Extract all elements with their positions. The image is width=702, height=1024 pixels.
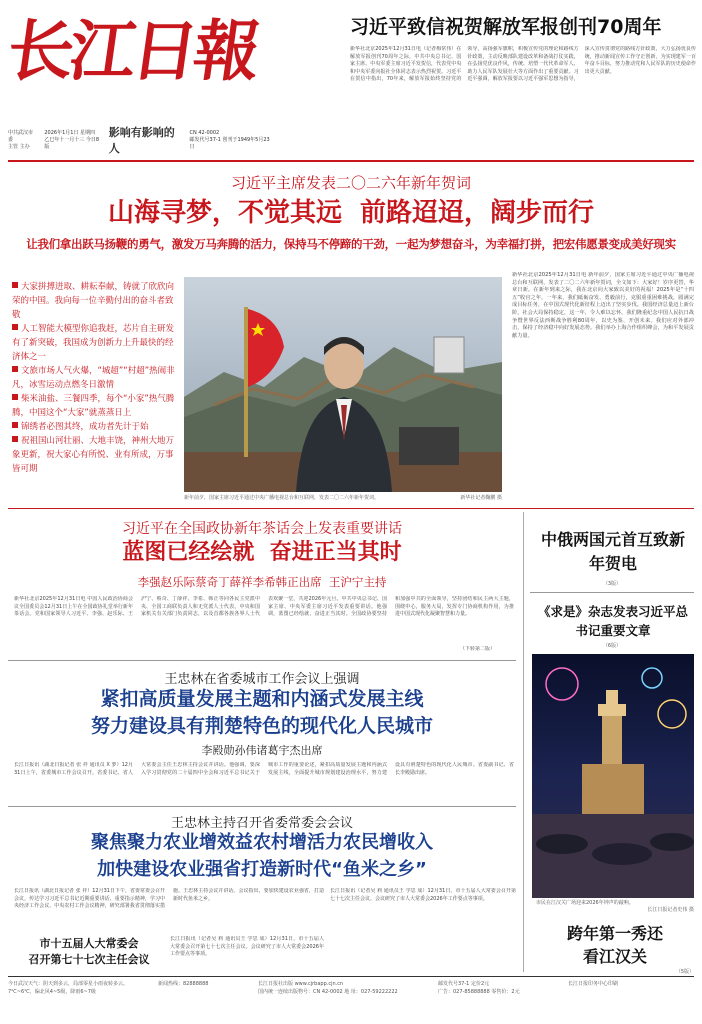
new-year-body: 新华社北京2025年12月31日电 新年前夕，国家主席习近平通过中央广播电视总台和互联网，发表了二〇二六年新年贺词，全文如下：大家好！岁序更替，华章日新。在新年到来之际，我在北京向大家致以美好的祝福！2025年是“十四五”收官之年，一年来，我们砥砺奋发、勇毅前行，克服重重困难挑战，圆满完成目标任务，在中国式现代化新征程上迈出了坚实步伐。我国经济总量迈上新台阶，社会大局保持稳定，这一年，令人难以忘怀。我们隆重纪念中国人民抗日战争暨世界反法西斯战争胜利80周年，以史为鉴、开创未来。我们应对外部冲击，保持了经济稳中向好发展态势。我们举办上海合作组织峰会，为和平发展贡献力量。 bbox=[512, 272, 694, 339]
publisher: 中共武汉市委 bbox=[8, 129, 34, 143]
side-item: 祝祖国山河壮丽、大地丰饶，神州大地万象更新，祝大家心有所悦、业有所成，万事皆可期 bbox=[12, 436, 175, 474]
divider bbox=[530, 592, 694, 593]
masthead-char: 報 bbox=[188, 12, 262, 90]
divider bbox=[8, 508, 694, 509]
china-russia-page: （3版） bbox=[602, 581, 622, 587]
cppcc-headline: 蓝图已经绘就 奋进正当其时 bbox=[122, 540, 402, 565]
jianghan-page: （5版） bbox=[675, 969, 694, 975]
column-divider bbox=[523, 512, 524, 972]
date-line: 2026年1月1日 星期四 bbox=[44, 129, 96, 136]
new-year-kicker: 习近平主席发表二〇二六年新年贺词 bbox=[230, 174, 471, 192]
footer-post: 邮发代号37-1 定价2元 bbox=[438, 981, 490, 987]
cppcc-jump: （下转第二版） bbox=[460, 646, 496, 652]
npc-body: 长江日报讯（记者吴 莉 通讯员王 学思 成）12月31日，市十五届人大常委会召开第七十七次主任会议。会议研究了市人大常委会2026年工作要点等事项。 bbox=[330, 888, 516, 902]
footer-weather: 今日武汉天气：阴天到多云，局部零星小雨夜转多云。7℃~6℃，偏北风4~5级，降雨6~7级 bbox=[8, 981, 129, 995]
masthead bbox=[2, 6, 270, 155]
cppcc-body: 新华社北京2025年12月31日电 中国人民政治协商会议全国委员会12月31日上午在全国政协礼堂举行新年茶话会。党和国家领导人习近平、李强、赵乐际、王沪宁、蔡奇、丁薛祥、李希、韩正等同各民主党派中央、全国工商联负责人和无党派人士代表，中央和国家机关有关部门负责同志，以及首都各族各界人士代表欢聚一堂，共迎2026年元旦。中共中央总书记、国家主席、中央军委主席习近平发表重要讲话。他强调，蓝图已经绘就，奋进正当其时。全国政协要坚持和加强中共的全面领导，坚持团结和民主两大主题，围绕中心，服务大局，发挥专门协商机构作用，为推进中国式现代化凝聚智慧和力量。 bbox=[14, 596, 514, 618]
photo-caption: 新年前夕，国家主席习近平通过中央广播电视总台和互联网，发表二〇二六年新年贺词。 bbox=[184, 495, 380, 501]
urban-headline-2: 努力建设具有荆楚特色的现代化人民城市 bbox=[90, 715, 433, 737]
jianghan-credit: 长江日报记者史伟 摄 bbox=[647, 907, 694, 913]
footer-print: 长江日报印务中心印刷 bbox=[568, 981, 619, 987]
qiushi-page: （6版） bbox=[602, 643, 622, 649]
footer-ad: 广告：027-85888888 零售价：2元 bbox=[438, 989, 520, 995]
top-story-body: 新华社北京2025年12月31日电（记者梅常伟）在解放军报创刊70周年之际，中共中央总书记、国家主席、中央军委主席习近平发贺信，代表党中央和中央军委向报社全体同志表示热烈祝贺。习近平在贺信中指出，70年来，解放军报始终坚持党的领导，高扬强军旗帜，积极宣传党的理论和路线方针政策，主动反映部队建设改革和备战打仗实践，在弘扬党优良作风，传统、培塑一代代革命军人、助力人民军队发展壮大等方面作出了重要贡献。习近平强调，解放军报要以习近平强军思想为指导，深入宣传贯彻党的路线方针政策，大力弘扬优良传统，推动新闻宣传工作守正创新，为实现建军一百年奋斗目标，努力推动党和人民军队的历史使命作出更大贡献。 bbox=[350, 46, 696, 83]
publisher-sub: 主管 主办 bbox=[8, 143, 30, 150]
new-year-subhead: 让我们拿出跃马扬鞭的勇气，激发万马奔腾的活力，保持马不停蹄的干劲，一起为梦想奋斗，为幸福打拼，把宏伟愿景变成美好现实 bbox=[26, 237, 676, 251]
divider bbox=[8, 660, 516, 661]
divider bbox=[8, 806, 516, 807]
npc-headline-1: 市十五届人大常委会 bbox=[39, 937, 139, 950]
urban-subhead: 李殿勋孙伟诸葛宇杰出席 bbox=[201, 744, 323, 757]
footer-contact: 国内统一连续出版物号：CN 42-0002 地 址：027-59222222 bbox=[258, 989, 398, 995]
new-year-headline: 山海寻梦，不觉其远 前路迢迢，阔步而行 bbox=[107, 198, 595, 228]
founded: 邮发代号37-1 创刊于1949年5月23日 bbox=[189, 136, 270, 150]
square-bullet-icon bbox=[12, 366, 18, 372]
square-bullet-icon bbox=[12, 324, 18, 330]
lunar-line: 乙巳年十一月十三 今日8版 bbox=[44, 136, 100, 150]
side-item: 锦绣者必图其终，成功者先计于始 bbox=[12, 420, 180, 434]
square-bullet-icon bbox=[12, 282, 18, 288]
masthead-title bbox=[2, 6, 270, 98]
urban-kicker: 王忠林在省委城市工作会议上强调 bbox=[164, 672, 360, 687]
jianghan-headline: 跨年第一秀还看江汉关 bbox=[566, 924, 663, 966]
side-item: 柴米油盐、三餐四季，每个“小家”热气腾腾，中国这个“大家”就蒸蒸日上 bbox=[12, 394, 175, 418]
urban-headline-1: 紧扣高质量发展主题和内涵式发展主线 bbox=[100, 688, 424, 710]
urban-body: 长江日报讯（湖北日报记者 张 祥 通讯员 X 萝）12月31日上午，省委城市工作会议召开。省委书记、省人大常委会主任王忠林主持会议并讲话。他强调，要深入学习贯彻党的二十届四中全会和习近平总书记关于城市工作的重要论述，紧扣高质量发展主题和内涵式发展主线，全面提升城市规划建设治理水平，努力建设具有荆楚特色的现代化人民城市。省委副书记、省长李殿勋出席。 bbox=[14, 762, 514, 776]
photo-credit: 新华社记者鞠鹏 摄 bbox=[460, 495, 502, 501]
cn-number: CN 42-0002 bbox=[189, 129, 220, 136]
china-russia-headline: 中俄两国元首互致新年贺电 bbox=[540, 530, 685, 573]
rural-headline-2: 加快建设农业强省打造新时代“鱼米之乡” bbox=[97, 859, 427, 880]
cppcc-subhead: 李强赵乐际蔡奇丁薛祥李希韩正出席 王沪宁主持 bbox=[137, 575, 387, 589]
new-year-photo-svg bbox=[184, 277, 502, 492]
slogan: 影响有影响的人 bbox=[108, 126, 175, 155]
footer-hotline: 新闻热线：82888888 bbox=[158, 981, 209, 987]
rural-headline-1: 聚焦聚力农业增效益农村增活力农民增收入 bbox=[91, 832, 433, 853]
square-bullet-icon bbox=[12, 436, 18, 442]
masthead-char: 长 bbox=[2, 12, 76, 90]
side-item: 文旅市场人气火爆，“城超”“村超”热闹非凡，冰雪运动点燃冬日激情 bbox=[12, 366, 175, 390]
square-bullet-icon bbox=[12, 394, 18, 400]
top-story-headline: 习近平致信祝贺解放军报创刊70周年 bbox=[350, 16, 662, 38]
jianghan-photo-svg bbox=[532, 654, 694, 898]
new-year-photo bbox=[184, 277, 502, 492]
qiushi-headline: 《求是》杂志发表习近平总书记重要文章 bbox=[538, 604, 689, 638]
rural-body: 长江日报讯（湖北日报记者 张 祥）12月31日下午，省委常委会召开会议，传达学习习近平总书记近期重要讲话、重要指示精神，学习中央经济工作会议、中央农村工作会议精神，研究部署我省贯彻落实措施。王忠林主持会议并讲话。会议指出，要加快建设农业强省，打造新时代鱼米之乡。 bbox=[14, 888, 324, 910]
masthead-char: 日 bbox=[126, 12, 200, 90]
cppcc-kicker: 习近平在全国政协新年茶话会上发表重要讲话 bbox=[122, 521, 402, 537]
rural-kicker: 王忠林主持召开省委常委会会议 bbox=[170, 816, 353, 831]
side-item: 人工智能大模型你追我赶，芯片自主研发有了新突破，我国成为创新力上升最快的经济体之一 bbox=[12, 324, 175, 362]
footer-web: 长江日报社出版 www.cjrbapp.cjn.cn bbox=[258, 981, 344, 987]
jianghan-photo bbox=[532, 654, 694, 898]
new-year-side-list bbox=[12, 280, 180, 476]
jianghan-caption: 市民在江汉关广场迎来2026年钟声的敲响。 bbox=[536, 900, 634, 906]
footer bbox=[8, 980, 694, 996]
npc-headline-2: 召开第七十七次主任会议 bbox=[28, 953, 150, 966]
side-item: 大家拼搏进取、耕耘奉献，铸就了欣欣向荣的中国。我向每一位辛勤付出的奋斗者致敬 bbox=[12, 282, 175, 320]
divider bbox=[8, 160, 694, 162]
square-bullet-icon bbox=[12, 422, 18, 428]
npc-body-more: 长江日报讯（记者吴 莉 通讯员王 学思 成）12月31日，市十五届人大常委会召开第七十七次主任会议。会议研究了市人大常委会2026年工作要点等事项。 bbox=[170, 936, 324, 958]
masthead-char: 江 bbox=[64, 12, 138, 90]
footer-rule bbox=[8, 976, 694, 977]
